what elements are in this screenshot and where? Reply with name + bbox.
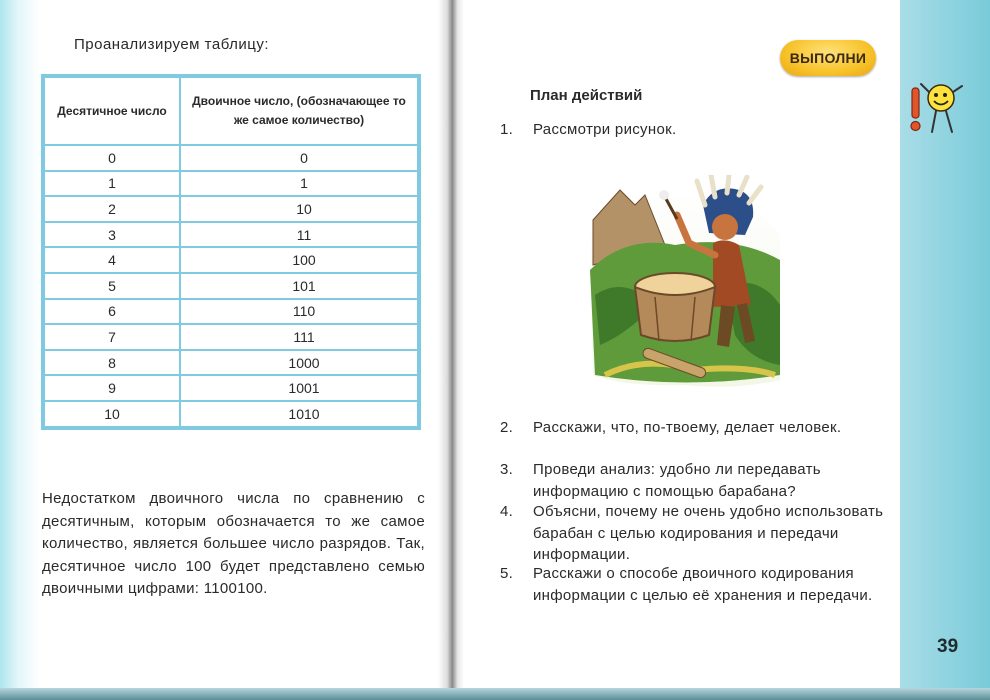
- binary-cell: 100: [180, 247, 419, 273]
- table-row: [43, 299, 419, 325]
- header-decimal: Десятичное число: [43, 76, 180, 145]
- step-text: Объясни, почему не очень удобно использовать барабан с целью кодирования и передачи информации.: [533, 503, 884, 563]
- paragraph-text: Недостатком двоичного числа по сравнению с десятичным, которым обозначается то же самое количество, является большее число разрядов. Так, десятичное число 100 будет представлено семью двоичными цифрами: 1100100.: [42, 490, 425, 597]
- decimal-cell: 8: [43, 350, 180, 376]
- binary-cell: 1000: [180, 350, 419, 376]
- binary-cell: 110: [180, 299, 419, 325]
- smiley-exclamation-icon: [906, 80, 966, 140]
- table-row: [43, 222, 419, 248]
- table-header-row: [43, 76, 419, 145]
- table-row: [43, 171, 419, 197]
- table-row: [43, 145, 419, 171]
- step-number: 1.: [500, 121, 514, 138]
- table-row: [43, 401, 419, 428]
- table-row: [43, 196, 419, 222]
- binary-cell: 1: [180, 171, 419, 197]
- decimal-cell: 6: [43, 299, 180, 325]
- binary-cell: 11: [180, 222, 419, 248]
- decimal-cell: 0: [43, 145, 180, 171]
- step-text: Расскажи, что, по-твоему, делает человек.: [533, 419, 842, 436]
- page-number: 39: [937, 636, 959, 657]
- table-row: [43, 350, 419, 376]
- binary-cell: 101: [180, 273, 419, 299]
- left-page-shadow: [0, 0, 40, 700]
- binary-table: [41, 74, 421, 430]
- step-text: Проведи анализ: удобно ли передавать информацию с помощью барабана?: [533, 461, 821, 500]
- step-text: Расскажи о способе двоичного кодирования информации с целью её хранения и передачи.: [533, 565, 873, 604]
- step-text: Рассмотри рисунок.: [533, 121, 677, 138]
- table-row: [43, 273, 419, 299]
- decimal-cell: 3: [43, 222, 180, 248]
- binary-cell: 111: [180, 324, 419, 350]
- table-row: [43, 324, 419, 350]
- table-row: [43, 375, 419, 401]
- decimal-cell: 2: [43, 196, 180, 222]
- decimal-cell: 10: [43, 401, 180, 428]
- step-number: 2.: [500, 419, 514, 436]
- step-number: 4.: [500, 503, 514, 520]
- binary-cell: 1010: [180, 401, 419, 428]
- binary-cell: 10: [180, 196, 419, 222]
- intro-text: Проанализируем таблицу:: [74, 36, 270, 53]
- step-number: 3.: [500, 461, 514, 478]
- decimal-cell: 4: [43, 247, 180, 273]
- step-number: 5.: [500, 565, 514, 582]
- decimal-cell: 9: [43, 375, 180, 401]
- do-it-badge: ВЫПОЛНИ: [780, 40, 876, 76]
- book-bottom-edge: [0, 688, 990, 700]
- binary-cell: 0: [180, 145, 419, 171]
- plan-title: План действий: [530, 87, 643, 104]
- drummer-illustration: [585, 175, 785, 390]
- binary-cell: 1001: [180, 375, 419, 401]
- table-row: [43, 247, 419, 273]
- book-gutter: [438, 0, 464, 700]
- decimal-cell: 5: [43, 273, 180, 299]
- header-binary: Двоичное число, (обозначающее то же самое количество): [180, 76, 419, 145]
- decimal-cell: 7: [43, 324, 180, 350]
- summary-paragraph: [42, 488, 425, 601]
- decimal-cell: 1: [43, 171, 180, 197]
